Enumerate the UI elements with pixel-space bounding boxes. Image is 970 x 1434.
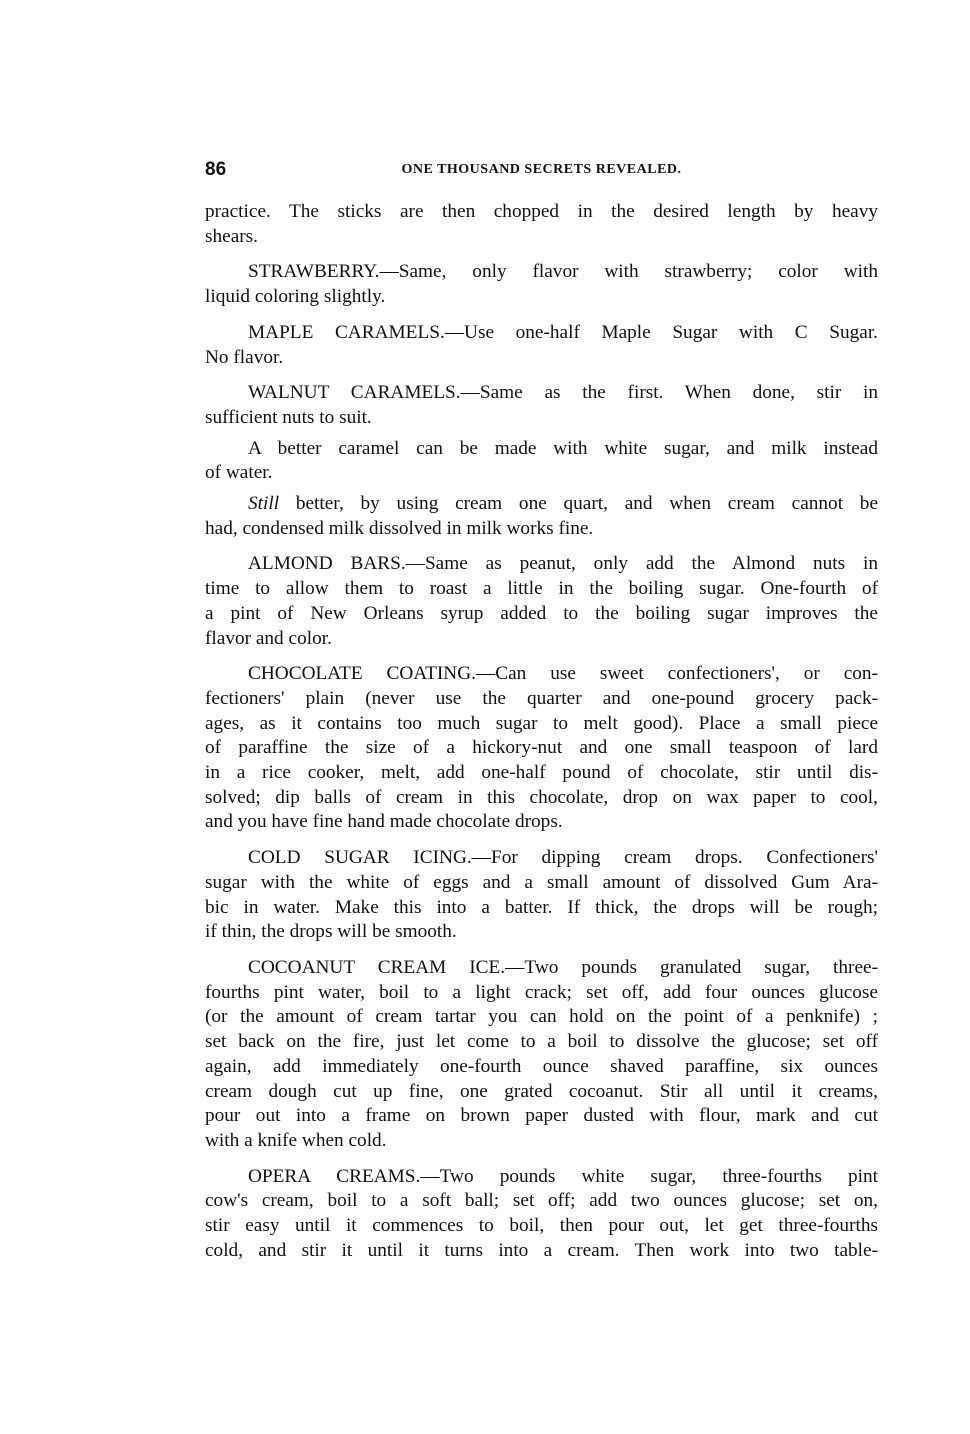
text-line: time to allow them to roast a little in the boiling sugar. One-fourth of [205,578,878,600]
text-line: COCOANUT CREAM ICE.—Two pounds granulated sugar, three- [248,956,878,978]
text-line: ages, as it contains too much sugar to melt good). Place a small piece [205,712,878,734]
paragraph [205,381,878,430]
text-line: ALMOND BARS.—Same as peanut, only add the Almond nuts in [248,553,878,575]
text-line: A better caramel can be made with white sugar, and milk instead [248,437,878,459]
text-line: MAPLE CARAMELS.—Use one-half Maple Sugar with C Sugar. [248,321,878,343]
text-line: stir easy until it commences to boil, then pour out, let get three-fourths [205,1215,878,1237]
text-line: sugar with the white of eggs and a small amount of dissolved Gum Ara- [205,871,878,893]
paragraph [205,846,878,945]
text-line: STRAWBERRY.—Same, only flavor with strawberry; color with [248,261,878,283]
text-line: had, condensed milk dissolved in milk works fine. [205,517,594,539]
text-line: set back on the fire, just let come to a boil to dissolve the glucose; set off [205,1031,878,1053]
text-line: pour out into a frame on brown paper dusted with flour, mark and cut [205,1105,878,1127]
text-line: again, add immediately one-fourth ounce shaved paraffine, six ounces [205,1055,878,1077]
text-line: cold, and stir it until it turns into a cream. Then work into two table- [205,1239,878,1261]
text-line: sufficient nuts to suit. [205,406,372,428]
text-line: bic in water. Make this into a batter. If thick, the drops will be rough; [205,896,878,918]
text-line: Still better, by using cream one quart, and when cream cannot be [248,493,878,515]
paragraph [205,492,878,541]
text-line: OPERA CREAMS.—Two pounds white sugar, three-fourths pint [248,1165,878,1187]
page-header [205,159,878,185]
page-number: 86 [205,159,227,180]
text-line: if thin, the drops will be smooth. [205,921,457,943]
text-line: No flavor. [205,346,284,368]
text-line: (or the amount of cream tartar you can hold on the point of a penknife) ; [205,1006,878,1028]
text-line: a pint of New Orleans syrup added to the boiling sugar improves the [205,602,878,624]
paragraph [205,260,878,309]
text-line: practice. The sticks are then chopped in the desired length by heavy [205,201,878,222]
text-line: and you have fine hand made chocolate drops. [205,811,563,833]
text-line: flavor and color. [205,627,332,649]
text-line: cream dough cut up fine, one grated cocoanut. Stir all until it creams, [205,1080,878,1102]
text-line: solved; dip balls of cream in this chocolate, drop on wax paper to cool, [205,786,878,808]
text-line: fectioners' plain (never use the quarter and one-pound grocery pack- [205,687,878,709]
text-line: WALNUT CARAMELS.—Same as the first. When done, stir in [248,382,878,404]
paragraph [205,200,878,249]
text-line: CHOCOLATE COATING.—Can use sweet confectioners', or con- [248,663,878,685]
page-body [205,200,878,1263]
paragraph [205,437,878,486]
text-line: shears. [205,225,259,247]
paragraph [205,1165,878,1264]
text-line: in a rice cooker, melt, add one-half pound of chocolate, stir until dis- [205,762,878,784]
text-line: of water. [205,462,273,484]
paragraph [205,956,878,1154]
text-line: COLD SUGAR ICING.—For dipping cream drops. Confectioners' [248,847,878,869]
text-line: fourths pint water, boil to a light crack; set off, add four ounces glucose [205,981,878,1003]
paragraph [205,662,878,835]
paragraph [205,321,878,370]
text-line: of paraffine the size of a hickory-nut and one small teaspoon of lard [205,737,878,759]
paragraph [205,552,878,651]
text-line: liquid coloring slightly. [205,286,386,308]
text-line: cow's cream, boil to a soft ball; set off; add two ounces glucose; set on, [205,1190,878,1212]
running-title: ONE THOUSAND SECRETS REVEALED. [401,162,682,177]
text-line: with a knife when cold. [205,1129,387,1151]
